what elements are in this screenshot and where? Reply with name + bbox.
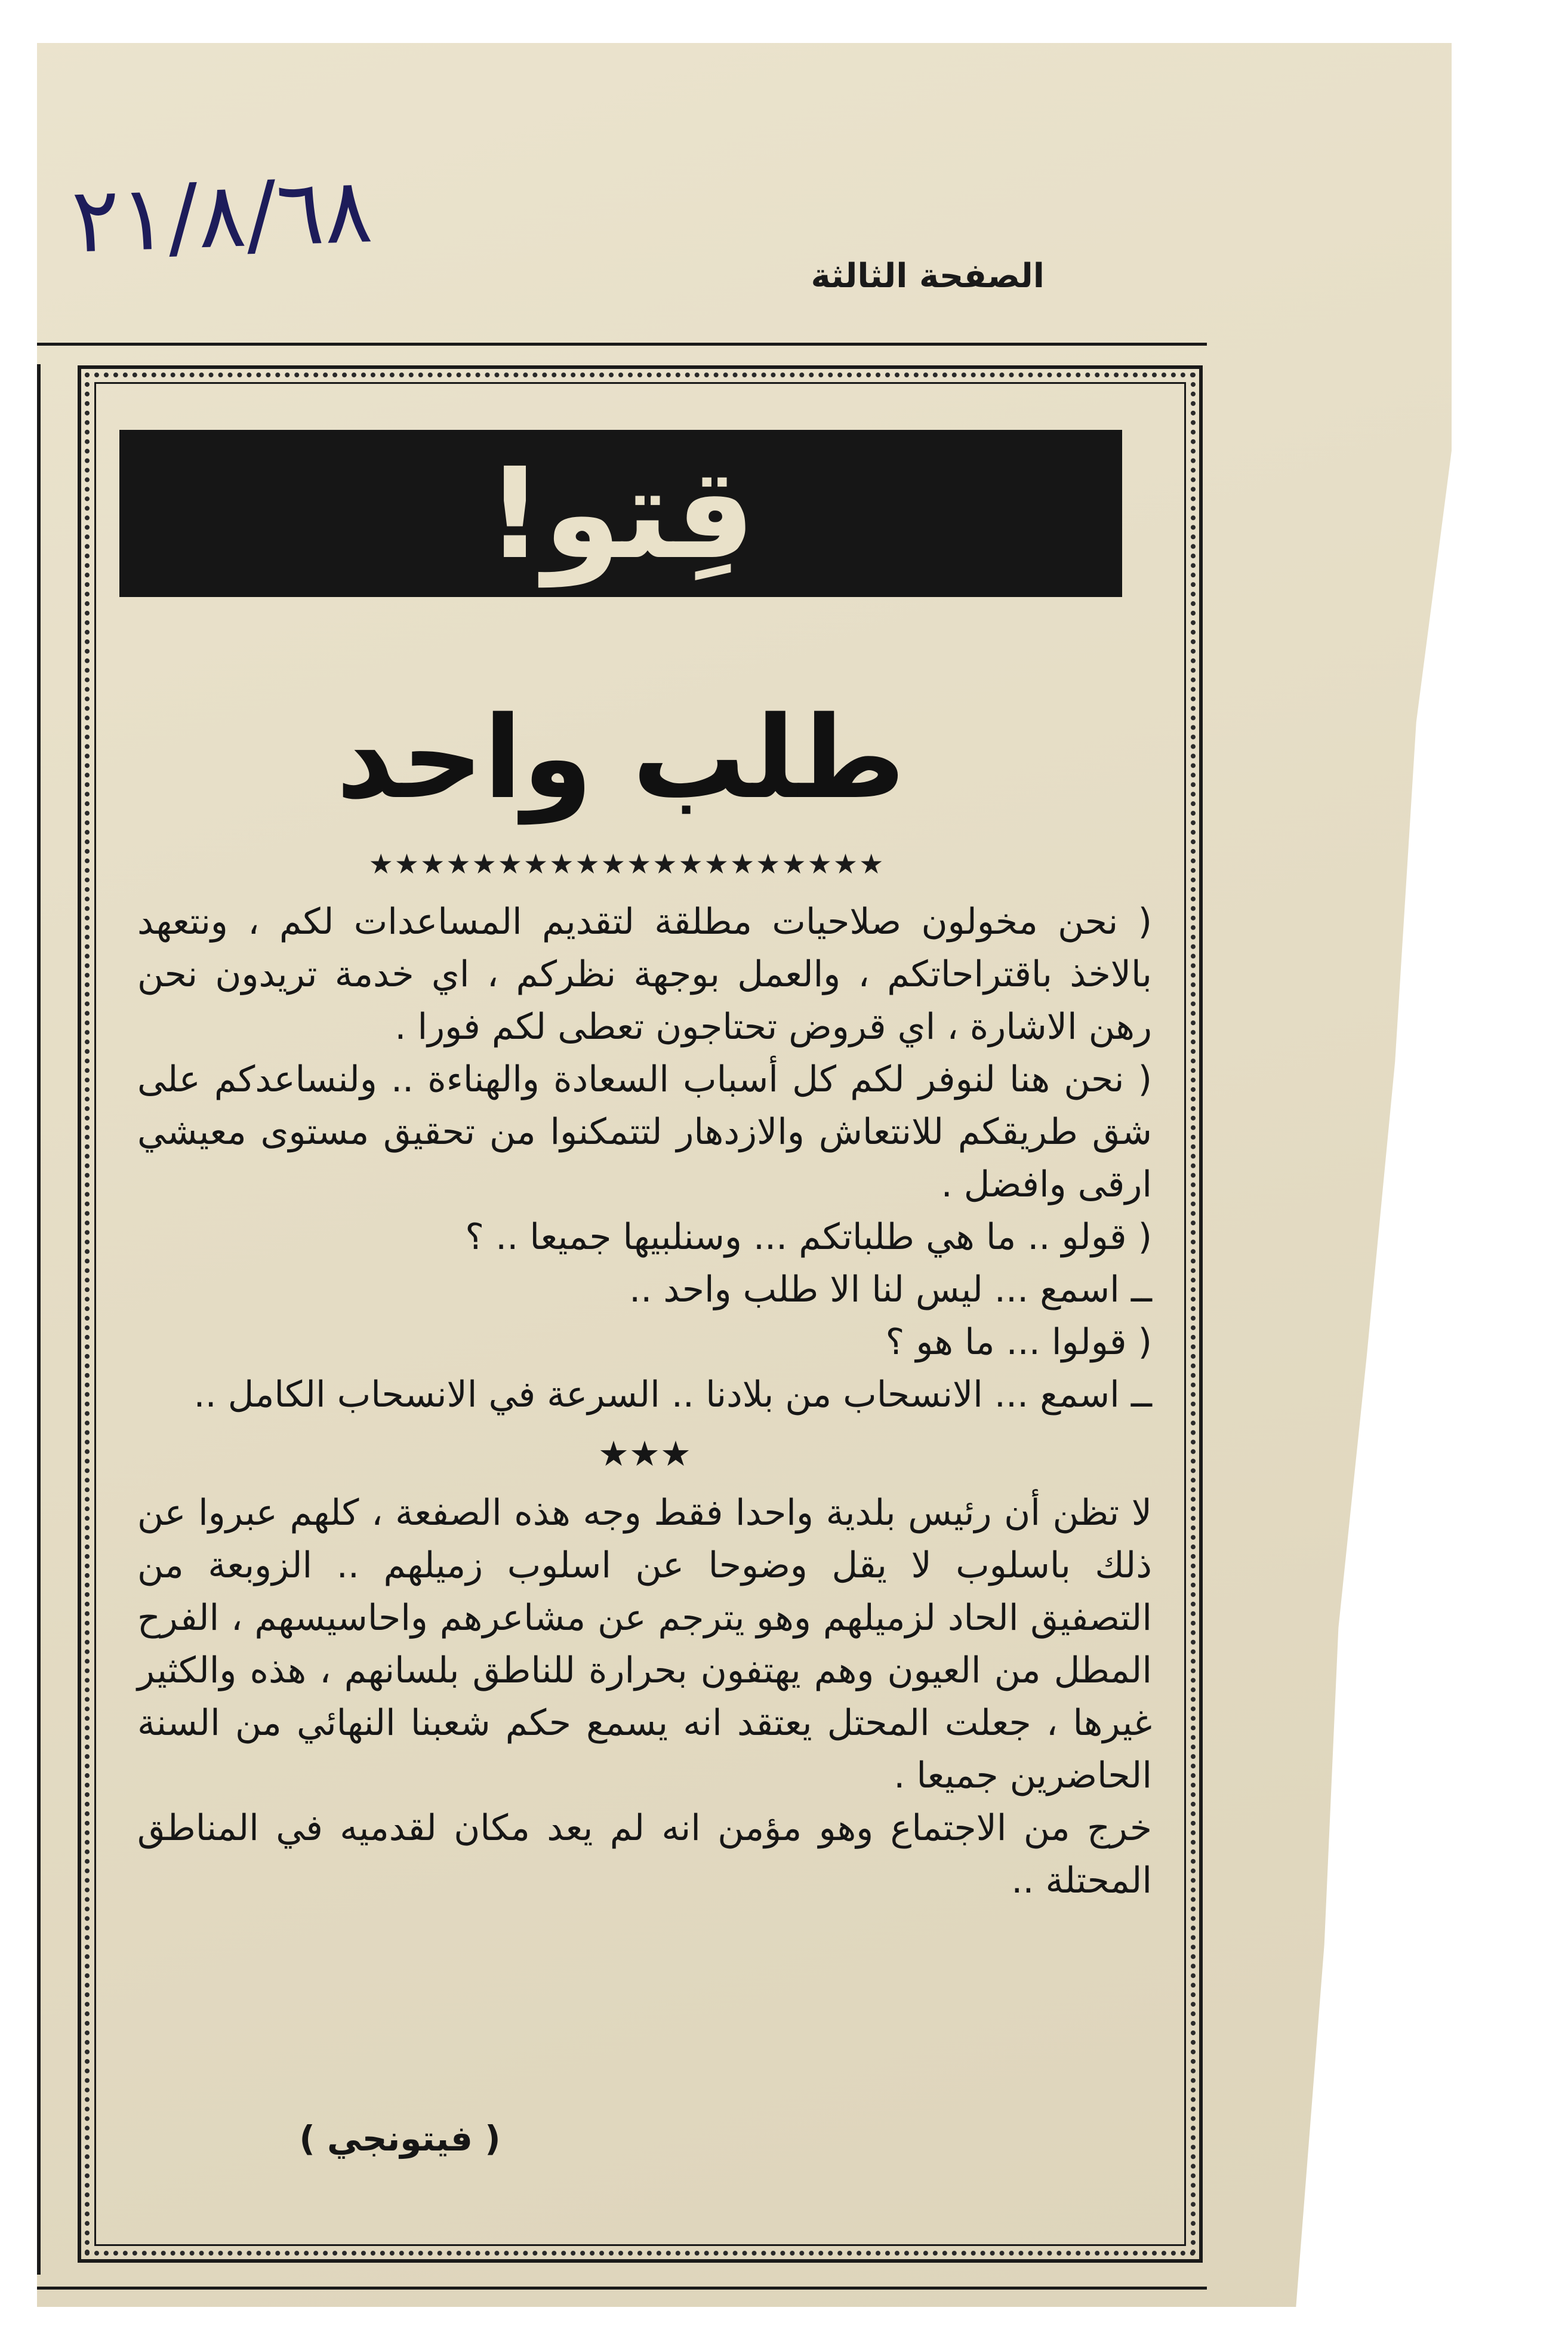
- paragraph: لا تظن أن رئيس بلدية واحدا فقط وجه هذه الصفعة ، كلهم عبروا عن ذلك باسلوب لا يقل وضوحا عن اسلوب زميلهم .. الزوبعة من التصفيق الحاد لزميلهم وهو يترجم عن مشاعرهم واحاسيسهم ، الفرح المطل من العيون وهم يهتفون بحرارة للناطق بلسانهم ، هذه والكثير غيرها ، جعلت المحتل يعتقد انه يسمع حكم شعبنا النهائي من السنة الحاضرين جميعا .: [137, 1492, 1152, 1796]
- paragraph: ( قولوا ... ما هو ؟: [885, 1321, 1152, 1363]
- column-rule: [37, 364, 41, 2275]
- paragraph: ــ اسمع ... الانسحاب من بلادنا .. السرعة في الانسحاب الكامل ..: [193, 1374, 1152, 1416]
- handwritten-date: ٢١/٨/٦٨: [70, 159, 374, 273]
- article-body: [137, 896, 1152, 2161]
- author-signature: ( فيتونجي ): [299, 2118, 501, 2159]
- paragraph: ــ اسمع ... ليس لنا الا طلب واحد ..: [629, 1269, 1152, 1310]
- column-banner: قِتو!: [119, 430, 1122, 597]
- section-divider: ★★★: [598, 1433, 691, 1474]
- paragraph: ( نحن هنا لنوفر لكم كل أسباب السعادة والهناءة .. ولنساعدكم على شق طريقكم للانتعاش والازدهار لتتمكنوا من تحقيق مستوى معيشي ارقى وافضل .: [137, 1059, 1152, 1205]
- page-header: الصفحة الثالثة: [811, 257, 1045, 296]
- star-divider: ★★★★★★★★★★★★★★★★★★★★: [368, 848, 885, 880]
- paragraph: خرج من الاجتماع وهو مؤمن انه لم يعد مكان لقدميه في المناطق المحتلة ..: [137, 1807, 1152, 1902]
- article-headline: طلب واحد: [336, 692, 905, 824]
- header-rule: [37, 343, 1207, 346]
- footer-rule: [37, 2287, 1207, 2290]
- paragraph: ( نحن مخولون صلاحيات مطلقة لتقديم المساعدات لكم ، ونتعهد بالاخذ باقتراحاتكم ، والعمل بوجهة نظركم ، اي خدمة تريدون نحن رهن الاشارة ، اي قروض تحتاجون تعطى لكم فورا .: [137, 901, 1152, 1048]
- paragraph: ( قولو .. ما هي طلباتكم ... وسنلبيها جميعا .. ؟: [465, 1216, 1152, 1258]
